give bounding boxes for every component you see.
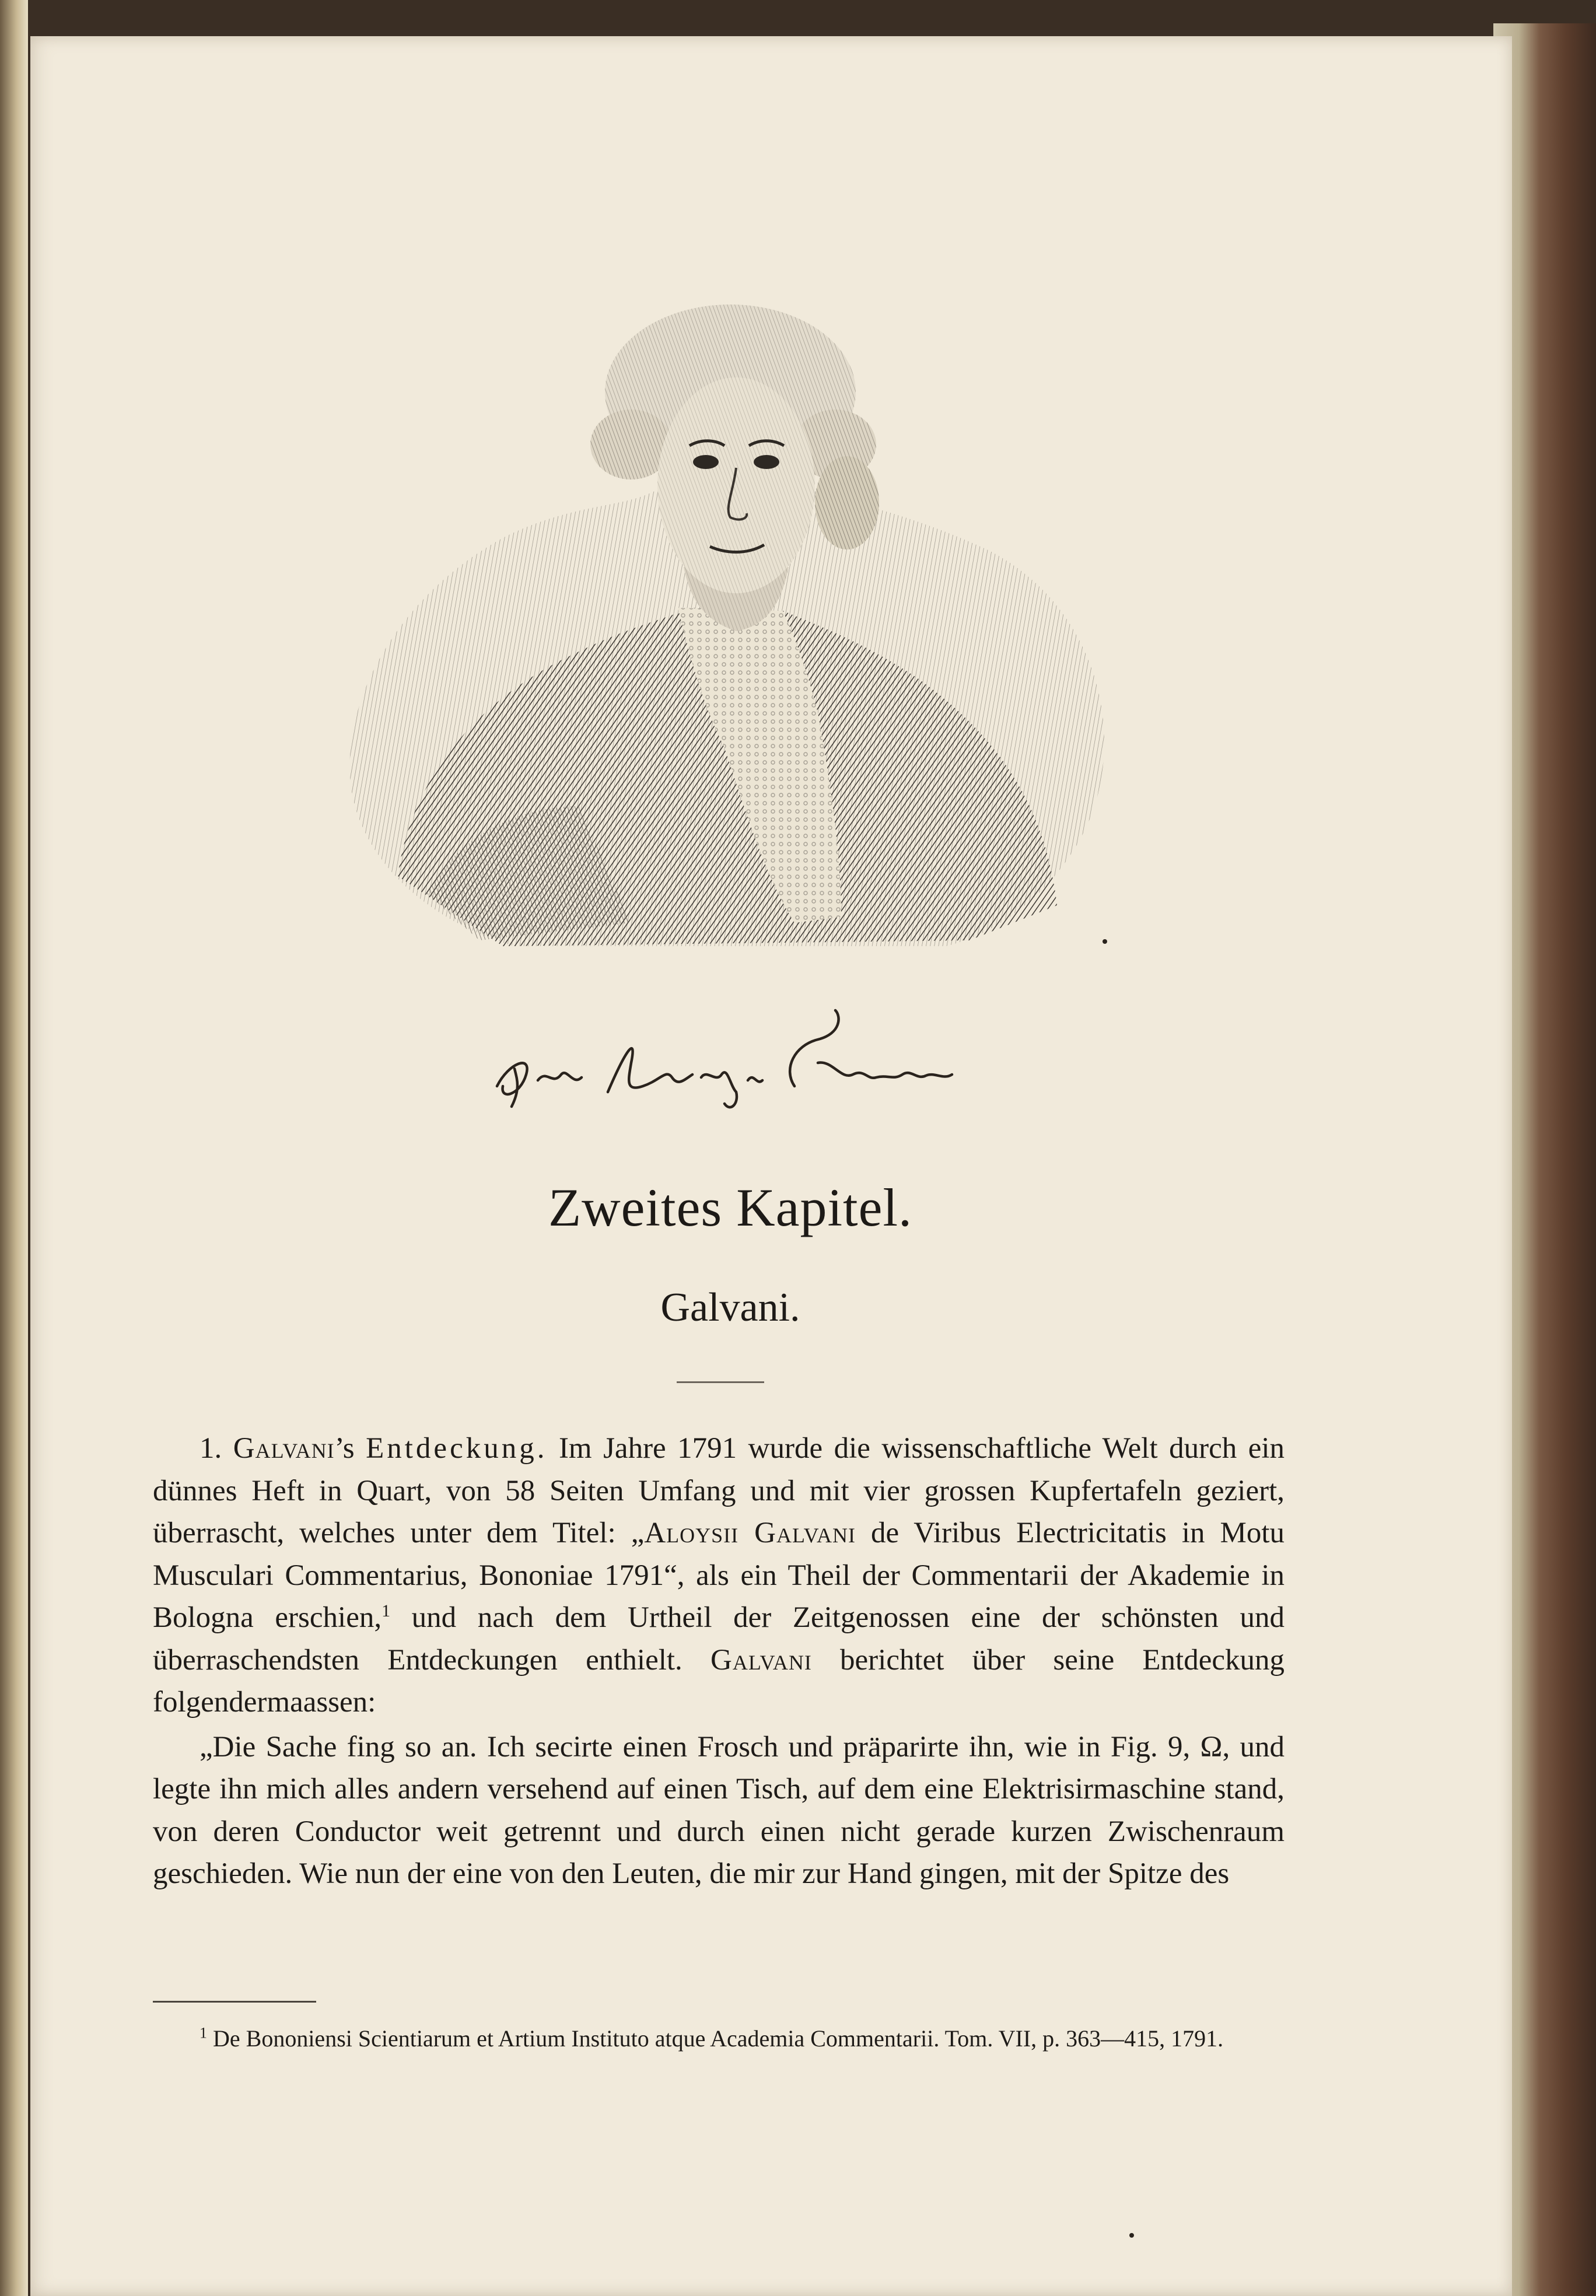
paragraph-text: und nach dem Urtheil der Zeitgenossen eine der schönsten und überraschendsten Entdeckungen enthielt.	[153, 1601, 1284, 1676]
chapter-title: Zweites Kapitel.	[548, 1178, 913, 1237]
author-name: Aloysii Galvani	[644, 1517, 856, 1549]
footnote	[153, 2022, 1284, 2055]
footnote-divider	[153, 2001, 316, 2003]
person-name: Galvani	[233, 1432, 335, 1465]
portrait-icon	[328, 293, 1127, 981]
book-binding-left	[0, 0, 28, 2296]
paragraph-text: berichtet über seine Entdeckung folgendermaassen:	[153, 1643, 1284, 1718]
chapter-subtitle: Galvani.	[660, 1285, 800, 1330]
speck	[1102, 939, 1107, 944]
paragraph: „Die Sache fing so an. Ich secirte einen Frosch und präparirte ihn, wie in Fig. 9, Ω, und legte ihn mich alles andern versehend auf einen Tisch, auf dem eine Elektrisirmaschine stand, von deren Conductor weit getrennt und durch einen nicht gerade kurzen Zwischenraum geschieden. Wie nun der eine von den Leuten, die mir zur Hand gingen, mit der Spitze des	[153, 1730, 1284, 1890]
footnote-text: De Bononiensi Scientiarum et Artium Instituto atque Academia Commentarii. Tom. VII, p. 363—415, 1791.	[207, 2025, 1224, 2052]
speck	[1129, 2233, 1134, 2238]
section-number: 1.	[200, 1432, 222, 1465]
paragraph-text: Im Jahre 1791 wurde die wissenschaftliche Welt durch ein dünnes Heft in Quart, von 58 Seiten Umfang und mit vier grossen Kupfertafeln geziert, überrascht, welches unter dem Titel: „	[153, 1432, 1285, 1549]
person-name: Galvani	[710, 1643, 812, 1676]
body-text	[153, 1427, 1284, 1895]
paragraph-text: de Viribus Electricitatis in Motu Musculari Commentarius, Bononiae 1791“, als ein Theil der Commentarii der Akademie in Bologna erschien,	[153, 1517, 1284, 1634]
book-page	[30, 36, 1512, 2296]
signature-icon	[491, 999, 964, 1115]
section-heading: Entdeckung.	[366, 1432, 548, 1465]
footnote-mark: 1	[200, 2024, 207, 2042]
name-suffix: ’s	[334, 1432, 355, 1465]
footnote-mark[interactable]: 1	[382, 1601, 391, 1620]
section-divider	[677, 1381, 764, 1383]
paragraph	[153, 1427, 1284, 1724]
